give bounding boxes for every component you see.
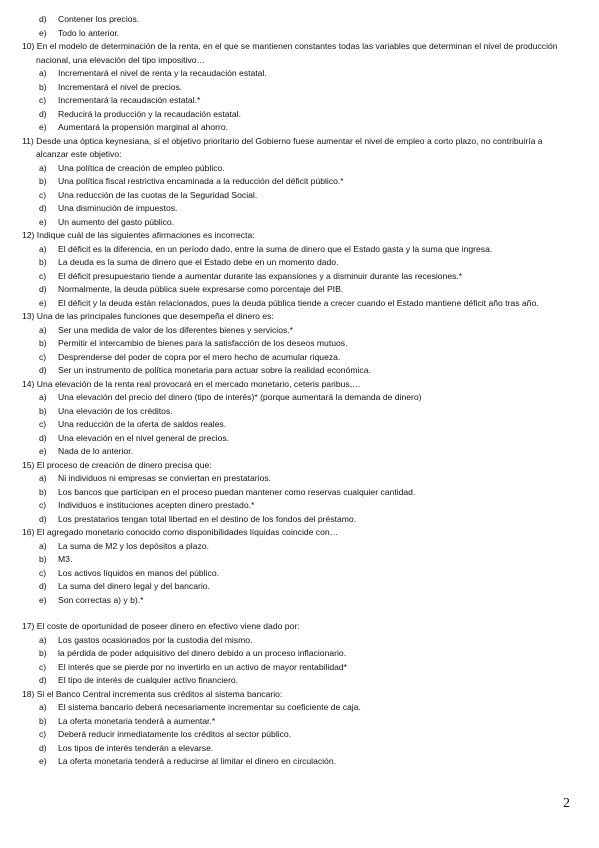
option-label: b) (39, 338, 47, 348)
answer-option (22, 216, 577, 230)
option-label: d) (39, 108, 47, 119)
option-label: b) (39, 176, 47, 186)
option-text: Reducirá la producción y la recaudación estatal. (58, 108, 241, 119)
answer-option (22, 324, 577, 338)
option-text: Individuos e instituciones acepten dinero prestado.* (58, 500, 255, 510)
answer-option (22, 202, 577, 216)
option-text: Deberá reducir inmediatamente los créditos al sector público. (58, 729, 292, 739)
option-label: a) (39, 473, 47, 483)
answer-option (22, 486, 577, 500)
option-label: a) (39, 243, 47, 254)
option-text: Aumentará la propensión marginal al ahorro. (58, 122, 229, 132)
option-text: Incrementará la recaudación estatal.* (58, 95, 201, 105)
answer-option (22, 445, 577, 459)
option-label: e) (39, 756, 47, 766)
answer-option (22, 540, 577, 554)
option-label: e) (39, 216, 47, 227)
option-text: El interés que se pierde por no invertirlo en un activo de mayor rentabilidad* (58, 661, 348, 672)
option-text: Una elevación del precio del dinero (tipo de interés)* (porque aumentará la demanda de dinero) (58, 392, 422, 402)
option-text: Permitir el intercambio de bienes para la satisfacción de los deseos mutuos. (58, 338, 348, 348)
answer-option (22, 162, 577, 176)
answer-option (22, 715, 577, 729)
option-label: c) (39, 351, 47, 362)
answer-option (22, 634, 577, 648)
option-text: La suma del dinero legal y del bancario. (58, 581, 210, 591)
option-text: Los gastos ocasionados por la custodia del mismo. (58, 634, 253, 645)
answer-option (22, 580, 577, 594)
answer-option (22, 755, 577, 769)
option-label: d) (39, 432, 47, 443)
option-text: La oferta monetaria tenderá a reducirse al limitar el dinero en circulación. (58, 756, 337, 766)
option-text: Un aumento del gasto público. (58, 216, 175, 227)
option-text: Los activos líquidos en manos del público. (58, 567, 219, 578)
option-label: a) (39, 702, 47, 712)
option-label: d) (39, 675, 47, 685)
answer-option (22, 175, 577, 189)
answer-option (22, 728, 577, 742)
option-label: b) (39, 257, 47, 267)
option-label: a) (39, 162, 47, 173)
option-text: El sistema bancario deberá necesariamente incrementar su coeficiente de caja. (58, 702, 361, 712)
option-label: e) (39, 122, 47, 132)
option-label: c) (39, 419, 47, 429)
option-label: a) (39, 634, 47, 645)
option-text: Ni individuos ni empresas se conviertan en prestatarios. (58, 473, 272, 483)
option-text: M3. (58, 554, 73, 564)
page-number: 2 (563, 796, 570, 811)
option-label: b) (39, 405, 47, 416)
option-text: Desprenderse del poder de copra por el mero hecho de acumular riqueza. (58, 351, 341, 362)
answer-option (22, 243, 577, 257)
question-text: 17) El coste de oportunidad de poseer dinero en efectivo viene dado por: (22, 621, 300, 631)
option-text: Incrementará el nivel de precios. (58, 81, 183, 92)
option-label: c) (39, 661, 47, 672)
option-text: El déficit presupuestario tiende a aumentar durante las expansiones y a disminuir durante las recesiones.* (58, 270, 463, 281)
option-text: Una reducción de las cuotas de la Seguridad Social. (58, 189, 258, 200)
blank-line (22, 607, 577, 620)
answer-option (22, 337, 577, 351)
answer-option (22, 742, 577, 756)
option-label: c) (39, 189, 47, 200)
answer-option (22, 108, 577, 122)
option-text: Una reducción de la oferta de saldos reales. (58, 419, 227, 429)
option-label: e) (39, 446, 47, 456)
option-text: Nada de lo anterior. (58, 446, 134, 456)
option-text: Los prestatarios tengan total libertad en el destino de los fondos del préstamo. (58, 513, 357, 524)
option-text: la pérdida de poder adquisitivo del dinero debido a un proceso inflacionario. (58, 648, 347, 658)
option-label: e) (39, 27, 47, 38)
answer-option (22, 647, 577, 661)
answer-option (22, 553, 577, 567)
option-label: c) (39, 95, 47, 105)
option-label: e) (39, 594, 47, 605)
answer-option (22, 567, 577, 581)
option-text: El tipo de interés de cualquier activo financiero. (58, 675, 239, 685)
question-text: 15) El proceso de creación de dinero precisa que: (22, 459, 212, 470)
option-label: d) (39, 513, 47, 524)
option-text: El déficit y la deuda están relacionados, pues la deuda pública tiende a crecer cuando el Estado mantiene déficit año tras año. (58, 297, 539, 308)
question-text: 10) En el modelo de determinación de la renta, en el que se mantienen constantes todas las variables que determinan el nivel de producción nacional, una elevación del tipo impositivo… (22, 41, 558, 65)
answer-option (22, 391, 577, 405)
question-text: 16) El agregado monetario conocido como disponibilidades líquidas coincide con… (22, 527, 339, 537)
answer-option (22, 418, 577, 432)
answer-option (22, 81, 577, 95)
option-text: El déficit es la diferencia, en un período dado, entre la suma de dinero que el Estado gasta y la suma que ingresa. (58, 243, 493, 254)
answer-option (22, 94, 577, 108)
answer-option (22, 364, 577, 378)
option-label: b) (39, 715, 47, 726)
option-text: Ser un instrumento de política monetaria para actuar sobre la realidad económica. (58, 365, 371, 375)
option-label: e) (39, 297, 47, 308)
option-label: c) (39, 270, 47, 281)
option-text: La suma de M2 y los depósitos a plazo. (58, 540, 209, 551)
option-text: Los tipos de interés tenderán a elevarse. (58, 742, 214, 753)
answer-option (22, 432, 577, 446)
option-label: b) (39, 648, 47, 658)
option-label: d) (39, 203, 47, 213)
answer-option (22, 67, 577, 81)
option-label: a) (39, 392, 47, 402)
answer-option (22, 351, 577, 365)
answer-option (22, 283, 577, 297)
option-label: d) (39, 284, 47, 294)
option-label: d) (39, 742, 47, 753)
option-label: a) (39, 540, 47, 551)
answer-option (22, 661, 577, 675)
answer-option (22, 701, 577, 715)
question-text: 13) Una de las principales funciones que desempeña el dinero es: (22, 311, 274, 321)
option-text: Una política de creación de empleo público. (58, 162, 225, 173)
option-label: b) (39, 486, 47, 497)
option-label: b) (39, 554, 47, 564)
answer-option (22, 674, 577, 688)
answer-option (22, 297, 577, 311)
option-label: d) (39, 14, 47, 24)
option-text: La oferta monetaria tenderá a aumentar.* (58, 715, 216, 726)
option-text: Incrementará el nivel de renta y la recaudación estatal. (58, 68, 267, 78)
answer-option (22, 270, 577, 284)
option-label: b) (39, 81, 47, 92)
answer-option (22, 594, 577, 608)
option-text: Una elevación en el nivel general de precios. (58, 432, 230, 443)
option-text: Una disminución de impuestos. (58, 203, 178, 213)
option-text: Todo lo anterior. (58, 27, 120, 38)
answer-option (22, 27, 577, 41)
option-label: c) (39, 567, 47, 578)
option-text: Son correctas a) y b).* (58, 594, 144, 605)
question-text: 14) Una elevación de la renta real provocará en el mercado monetario, ceteris paribus,… (22, 378, 361, 389)
answer-option (22, 121, 577, 135)
answer-option (22, 513, 577, 527)
option-text: Una elevación de los créditos. (58, 405, 173, 416)
option-label: d) (39, 581, 47, 591)
option-text: Normalmente, la deuda pública suele expresarse como porcentaje del PIB. (58, 284, 344, 294)
option-label: d) (39, 365, 47, 375)
answer-option (22, 13, 577, 27)
option-text: Contener los precios. (58, 14, 140, 24)
option-label: c) (39, 500, 47, 510)
answer-option (22, 256, 577, 270)
option-text: La deuda es la suma de dinero que el Estado debe en un momento dado. (58, 257, 339, 267)
option-text: Una política fiscal restrictiva encaminada a la reducción del déficit público.* (58, 176, 344, 186)
option-label: c) (39, 729, 47, 739)
option-label: a) (39, 68, 47, 78)
answer-option (22, 472, 577, 486)
question-text: 18) Si el Banco Central incrementa sus créditos al sistema bancario: (22, 688, 283, 699)
option-text: Ser una medida de valor de los diferentes bienes y servicios.* (58, 324, 294, 335)
answer-option (22, 189, 577, 203)
answer-option (22, 499, 577, 513)
answer-option (22, 405, 577, 419)
question-text: 12) Indique cuál de las siguientes afirmaciones es incorrecta: (22, 230, 255, 240)
option-label: a) (39, 324, 47, 335)
question-text: 11) Desde una óptica keynesiana, si el objetivo prioritario del Gobierno fuese aumentar el nivel de empleo a corto plazo, no contribuiría a alcanzar este objetivo: (22, 135, 543, 159)
exam-page (22, 13, 577, 769)
option-text: Los bancos que participan en el proceso puedan mantener como reservas cualquier cantidad. (58, 486, 416, 497)
